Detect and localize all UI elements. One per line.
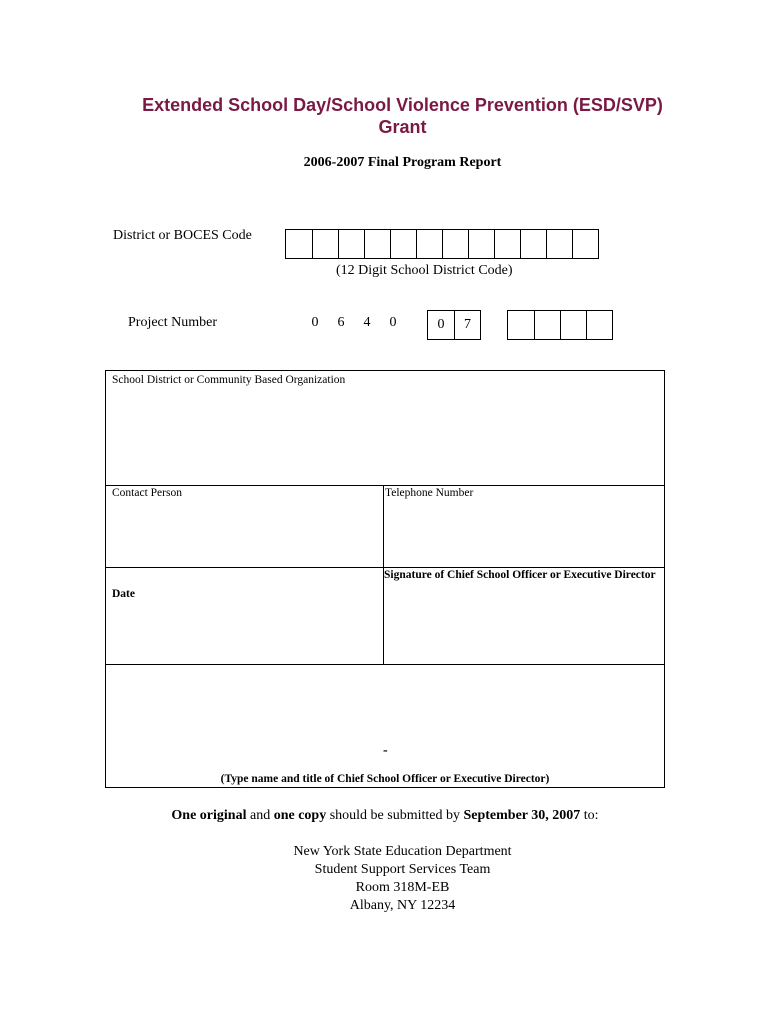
district-code-cell[interactable]	[312, 230, 338, 258]
project-number-label: Project Number	[128, 315, 218, 330]
submission-deadline: September 30, 2007	[463, 808, 581, 823]
project-digit: 0	[389, 315, 397, 330]
district-code-hint: (12 Digit School District Code)	[336, 263, 513, 278]
address-line: Room 318M-EB	[355, 880, 450, 895]
district-code-field[interactable]	[285, 229, 599, 259]
project-year-field[interactable]	[427, 310, 481, 340]
telephone-label: Telephone Number	[385, 487, 474, 499]
project-fixed-digits	[302, 315, 406, 331]
project-year-cell[interactable]: 0	[437, 317, 445, 332]
district-code-cell[interactable]	[468, 230, 494, 258]
district-code-cell[interactable]	[572, 230, 598, 258]
title-line-1: Extended School Day/School Violence Prevention (ESD/SVP)	[142, 95, 663, 115]
district-code-cell[interactable]	[442, 230, 468, 258]
project-digit: 0	[311, 315, 319, 330]
report-subtitle: 2006-2007 Final Program Report	[303, 155, 502, 170]
project-suffix-cell[interactable]	[534, 311, 560, 339]
title-line-2: Grant	[378, 117, 427, 137]
signature-label: Signature of Chief School Officer or Executive Director	[384, 569, 656, 581]
address-line: New York State Education Department	[293, 844, 512, 859]
submission-original: One original	[171, 808, 247, 823]
district-code-cell[interactable]	[520, 230, 546, 258]
submission-text: to:	[580, 808, 599, 823]
type-name-title-label: (Type name and title of Chief School Officer or Executive Director)	[220, 773, 550, 785]
submission-instructions	[0, 808, 770, 824]
signature-line-dash: -	[383, 743, 388, 758]
address-line: Albany, NY 12234	[349, 898, 456, 913]
district-code-cell[interactable]	[546, 230, 572, 258]
submission-text: and	[246, 808, 274, 823]
district-code-cell[interactable]	[494, 230, 520, 258]
organization-form-table	[105, 370, 665, 788]
district-code-cell[interactable]	[338, 230, 364, 258]
district-code-cell[interactable]	[416, 230, 442, 258]
district-code-cell[interactable]	[286, 230, 312, 258]
contact-person-label: Contact Person	[112, 487, 182, 499]
project-digit: 4	[363, 315, 371, 330]
organization-field-label: School District or Community Based Organization	[112, 374, 346, 386]
district-code-cell[interactable]	[390, 230, 416, 258]
row-divider	[106, 485, 664, 486]
address-line: Student Support Services Team	[314, 862, 491, 877]
project-suffix-cell[interactable]	[586, 311, 612, 339]
project-digit: 6	[337, 315, 345, 330]
mailing-address	[0, 843, 770, 915]
date-label: Date	[112, 588, 135, 600]
row-divider	[106, 664, 664, 665]
project-year-cell[interactable]: 7	[454, 311, 480, 339]
submission-copy: one copy	[273, 808, 327, 823]
submission-text: should be submitted by	[326, 808, 464, 823]
district-code-cell[interactable]	[364, 230, 390, 258]
district-code-label: District or BOCES Code	[113, 228, 252, 243]
project-suffix-field[interactable]	[507, 310, 613, 340]
form-title	[120, 94, 685, 138]
project-suffix-cell[interactable]	[560, 311, 586, 339]
project-suffix-cell[interactable]	[508, 311, 534, 339]
